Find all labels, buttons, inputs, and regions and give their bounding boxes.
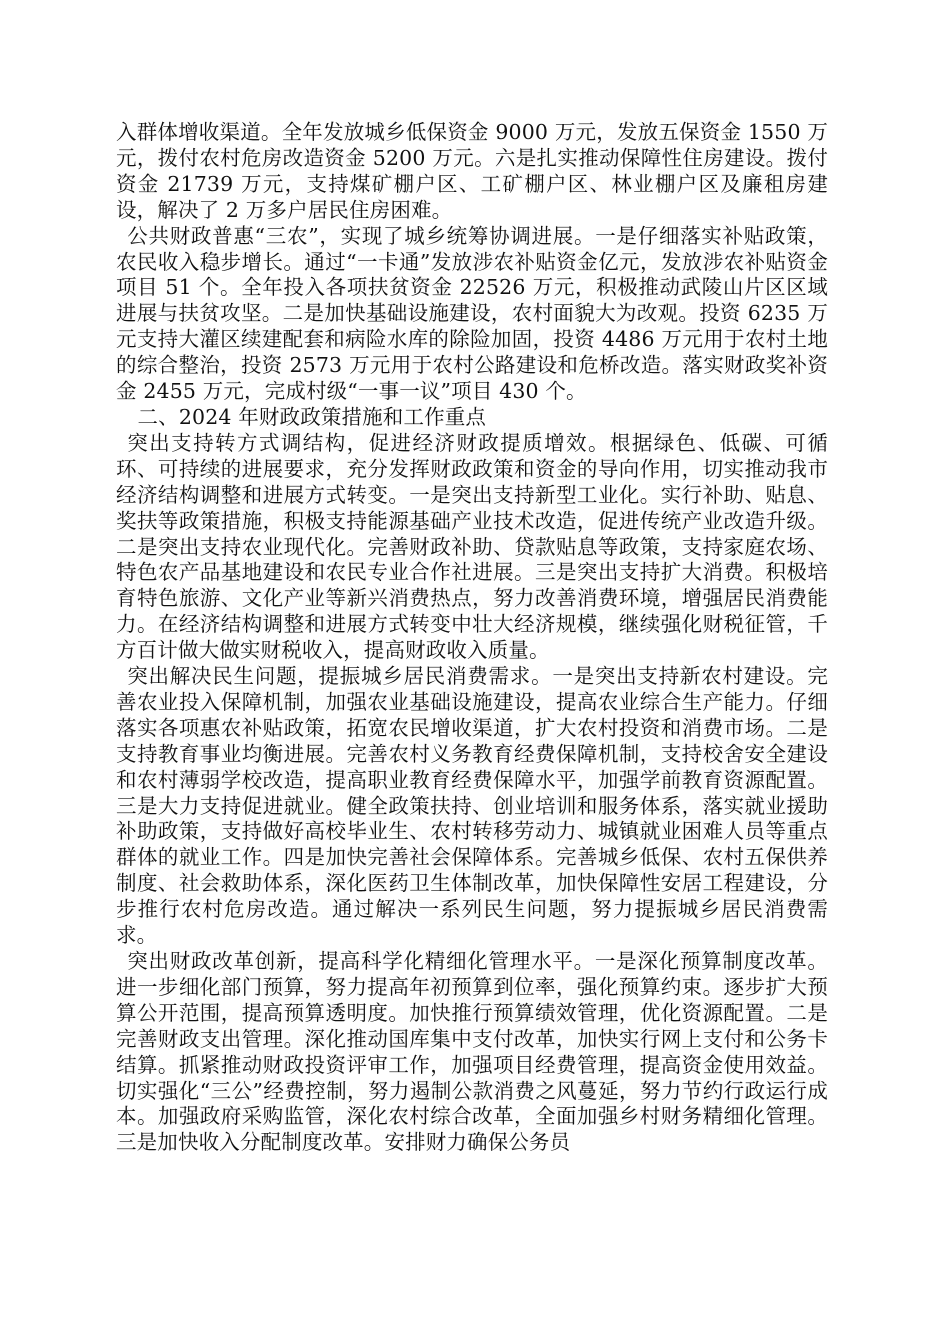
section-heading: 二、2024 年财政政策措施和工作重点 — [137, 404, 487, 429]
paragraph-fiscal-reform: 突出财政改革创新，提高科学化精细化管理水平。一是深化预算制度改革。进一步细化部门预算，努力提高年初预算到位率，强化预算约束。逐步扩大预算公开范围，提高预算透明度。加快推行预算绩效管理，优化资源配置。二是完善财政支出管理。深化推动国库集中支付改革，加快实行网上支付和公务卡结算。抓紧推动财政投资评审工作，加强项目经费管理，提高资金使用效益。切实强化“三公”经费控制，努力遏制公款消费之风蔓延，努力节约行政运行成本。加强政府采购监管，深化农村综合改革，全面加强乡村财务精细化管理。三是加快收入分配制度改革。安排财力确保公务员 — [116, 949, 828, 1155]
document-body — [116, 120, 828, 1156]
paragraph-social-security: 入群体增收渠道。全年发放城乡低保资金 9000 万元，发放五保资金 1550 万元，拨付农村危房改造资金 5200 万元。六是扎实推动保障性住房建设。拨付资金 21739 万元，支持煤矿棚户区、工矿棚户区、林业棚户区及廉租房建设，解决了 2 万多户居民住房困难。 — [116, 120, 828, 222]
paragraph-economic-structure: 突出支持转方式调结构，促进经济财政提质增效。根据绿色、低碳、可循环、可持续的进展要求，充分发挥财政政策和资金的导向作用，切实推动我市经济结构调整和进展方式转变。一是突出支持新型工业化。实行补助、贴息、奖扶等政策措施，积极支持能源基础产业技术改造，促进传统产业改造升级。二是突出支持农业现代化。完善财政补助、贷款贴息等政策，支持家庭农场、特色农产品基地建设和农民专业合作社进展。三是突出支持扩大消费。积极培育特色旅游、文化产业等新兴消费热点，努力改善消费环境，增强居民消费能力。在经济结构调整和进展方式转变中壮大经济规模，继续强化财税征管，千方百计做大做实财税收入，提高财政收入质量。 — [116, 430, 828, 663]
paragraph-rural-support: 公共财政普惠“三农”，实现了城乡统筹协调进展。一是仔细落实补贴政策，农民收入稳步增长。通过“一卡通”发放涉农补贴资金亿元，发放涉农补贴资金项目 51 个。全年投入各项扶贫资金 22526 万元，积极推动武陵山片区区域进展与扶贫攻坚。二是加快基础设施建设，农村面貌大为改观。投资 6235 万元支持大灌区续建配套和病险水库的除险加固，投资 4486 万元用于农村土地的综合整治，投资 2573 万元用于农村公路建设和危桥改造。落实财政奖补资金 2455 万元，完成村级“一事一议”项目 430 个。 — [116, 223, 828, 404]
paragraph-livelihood: 突出解决民生问题，提振城乡居民消费需求。一是突出支持新农村建设。完善农业投入保障机制，加强农业基础设施建设，提高农业综合生产能力。仔细落实各项惠农补贴政策，拓宽农民增收渠道，扩大农村投资和消费市场。二是支持教育事业均衡进展。完善农村义务教育经费保障机制，支持校舍安全建设和农村薄弱学校改造，提高职业教育经费保障水平，加强学前教育资源配置。三是大力支持促进就业。健全政策扶持、创业培训和服务体系，落实就业援助补助政策，支持做好高校毕业生、农村转移劳动力、城镇就业困难人员等重点群体的就业工作。四是加快完善社会保障体系。完善城乡低保、农村五保供养制度、社会救助体系，深化医药卫生体制改革，加快保障性安居工程建设，分步推行农村危房改造。通过解决一系列民生问题，努力提振城乡居民消费需求。 — [116, 664, 828, 948]
